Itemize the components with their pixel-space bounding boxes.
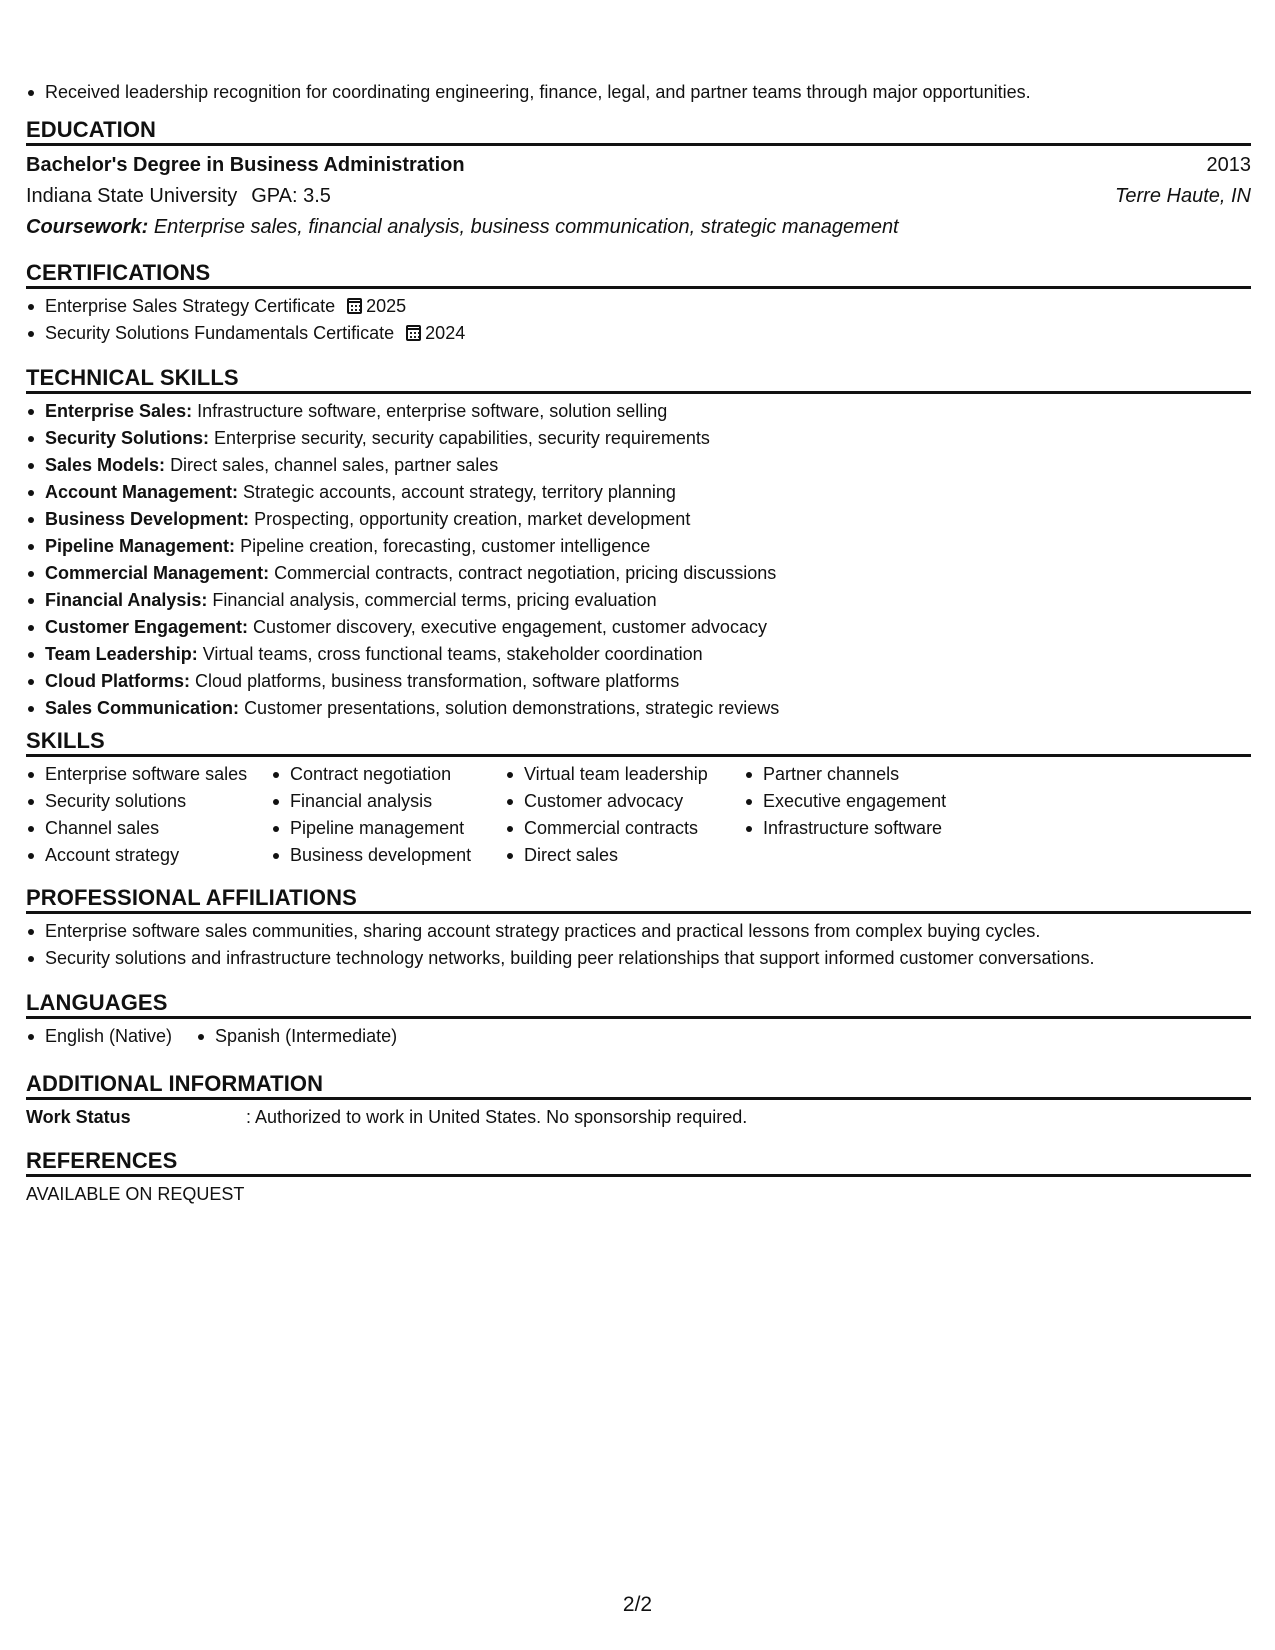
skill-item: Business development: [271, 842, 484, 869]
skill-item: Infrastructure software: [744, 815, 946, 842]
section-title-technical-skills: TECHNICAL SKILLS: [26, 364, 1251, 394]
section-title-affiliations: PROFESSIONAL AFFILIATIONS: [26, 884, 1251, 914]
section-title-skills: SKILLS: [26, 727, 1251, 757]
skill-values: Enterprise security, security capabilities, security requirements: [214, 428, 710, 448]
skill-category: Account Management:: [45, 482, 239, 502]
affiliations-section: [26, 884, 1251, 972]
skill-category: Enterprise Sales:: [45, 401, 193, 421]
language-item: Spanish (Intermediate): [196, 1023, 397, 1050]
skill-item: Direct sales: [505, 842, 723, 869]
skills-column: [744, 761, 946, 869]
technical-skill-item: [26, 533, 1251, 560]
section-title-certifications: CERTIFICATIONS: [26, 259, 1251, 289]
technical-skills-list: [26, 394, 1251, 722]
technical-skill-item: [26, 668, 1251, 695]
technical-skill-item: [26, 614, 1251, 641]
technical-skill-item: [26, 560, 1251, 587]
skill-item: Account strategy: [26, 842, 250, 869]
resume-page: [26, 0, 1251, 1650]
certifications-list: [26, 289, 1251, 347]
skills-section: [26, 727, 1251, 869]
section-title-languages: LANGUAGES: [26, 989, 1251, 1019]
skill-values: Virtual teams, cross functional teams, stakeholder coordination: [202, 644, 703, 664]
skill-values: Infrastructure software, enterprise software, solution selling: [197, 401, 668, 421]
skill-values: Commercial contracts, contract negotiation, pricing discussions: [274, 563, 777, 583]
affiliation-item: Enterprise software sales communities, sharing account strategy practices and practical lessons from complex buying cycles.: [26, 918, 1251, 945]
calendar-icon: [406, 325, 421, 341]
skill-values: Direct sales, channel sales, partner sales: [170, 455, 499, 475]
skill-category: Financial Analysis:: [45, 590, 208, 610]
skill-item: Financial analysis: [271, 788, 484, 815]
certification-name: Enterprise Sales Strategy Certificate: [45, 296, 336, 316]
skills-column: [271, 761, 484, 869]
school-location: Terre Haute, IN: [1115, 185, 1251, 207]
coursework-label: Coursework:: [26, 216, 149, 238]
skill-item: Commercial contracts: [505, 815, 723, 842]
calendar-icon: [347, 298, 362, 314]
skill-category: Commercial Management:: [45, 563, 270, 583]
coursework: [26, 212, 1251, 243]
skill-item: Security solutions: [26, 788, 250, 815]
certification-item: [26, 293, 1251, 320]
technical-skill-item: [26, 641, 1251, 668]
skill-values: Prospecting, opportunity creation, market development: [254, 509, 691, 529]
skill-category: Business Development:: [45, 509, 250, 529]
technical-skills-section: [26, 364, 1251, 722]
skill-item: Partner channels: [744, 761, 946, 788]
certification-item: [26, 320, 1251, 347]
skill-item: Channel sales: [26, 815, 250, 842]
experience-bullet: Received leadership recognition for coordinating engineering, finance, legal, and partner teams through major opportunities.: [26, 79, 1251, 106]
skill-item: Pipeline management: [271, 815, 484, 842]
skill-values: Customer discovery, executive engagement, customer advocacy: [253, 617, 767, 637]
references-text: AVAILABLE ON REQUEST: [26, 1184, 245, 1204]
skill-values: Customer presentations, solution demonstrations, strategic reviews: [244, 698, 780, 718]
education-section: [26, 116, 1251, 243]
certification-name: Security Solutions Fundamentals Certificate: [45, 323, 395, 343]
school-name: Indiana State University: [26, 185, 238, 207]
skill-item: Contract negotiation: [271, 761, 484, 788]
technical-skill-item: [26, 425, 1251, 452]
skill-category: Sales Models:: [45, 455, 166, 475]
skill-category: Team Leadership:: [45, 644, 198, 664]
skill-item: Enterprise software sales: [26, 761, 250, 788]
work-status-row: [26, 1100, 1251, 1131]
page-number: 2/2: [622, 1593, 653, 1616]
skill-values: Strategic accounts, account strategy, territory planning: [243, 482, 676, 502]
technical-skill-item: [26, 587, 1251, 614]
graduation-year: 2013: [1206, 154, 1251, 176]
work-status-label: Work Status: [26, 1107, 131, 1127]
languages-list: [26, 1019, 1251, 1050]
references-section: [26, 1147, 1251, 1208]
technical-skill-item: [26, 398, 1251, 425]
affiliation-item: Security solutions and infrastructure technology networks, building peer relationships that support informed customer conversations.: [26, 945, 1251, 972]
skill-item: Executive engagement: [744, 788, 946, 815]
skill-item: Virtual team leadership: [505, 761, 723, 788]
skill-category: Security Solutions:: [45, 428, 210, 448]
technical-skill-item: [26, 479, 1251, 506]
experience-bullets: [26, 79, 1251, 106]
affiliations-list: [26, 914, 1251, 972]
skills-grid: [26, 757, 1251, 869]
skills-column: [26, 761, 250, 869]
education-school-row: [26, 181, 1251, 212]
section-title-additional-info: ADDITIONAL INFORMATION: [26, 1070, 1251, 1100]
skill-values: Financial analysis, commercial terms, pricing evaluation: [212, 590, 657, 610]
technical-skill-item: [26, 452, 1251, 479]
skills-column: [505, 761, 723, 869]
language-item: English (Native): [26, 1023, 172, 1050]
skill-category: Pipeline Management:: [45, 536, 236, 556]
skill-values: Cloud platforms, business transformation, software platforms: [195, 671, 680, 691]
certification-year: 2025: [366, 296, 407, 316]
section-title-education: EDUCATION: [26, 116, 1251, 146]
languages-section: [26, 989, 1251, 1050]
degree-name: Bachelor's Degree in Business Administration: [26, 154, 465, 176]
certification-year: 2024: [425, 323, 466, 343]
certifications-section: [26, 259, 1251, 347]
work-status-value: : Authorized to work in United States. No sponsorship required.: [246, 1107, 748, 1127]
skill-category: Cloud Platforms:: [45, 671, 191, 691]
technical-skill-item: [26, 695, 1251, 722]
additional-info-section: [26, 1070, 1251, 1131]
coursework-list: Enterprise sales, financial analysis, business communication, strategic management: [153, 216, 899, 238]
skill-values: Pipeline creation, forecasting, customer intelligence: [240, 536, 651, 556]
education-degree-row: [26, 150, 1251, 181]
skill-category: Sales Communication:: [45, 698, 240, 718]
skill-item: Customer advocacy: [505, 788, 723, 815]
technical-skill-item: [26, 506, 1251, 533]
skill-category: Customer Engagement:: [45, 617, 249, 637]
section-title-references: REFERENCES: [26, 1147, 1251, 1177]
gpa: GPA: 3.5: [251, 185, 331, 207]
